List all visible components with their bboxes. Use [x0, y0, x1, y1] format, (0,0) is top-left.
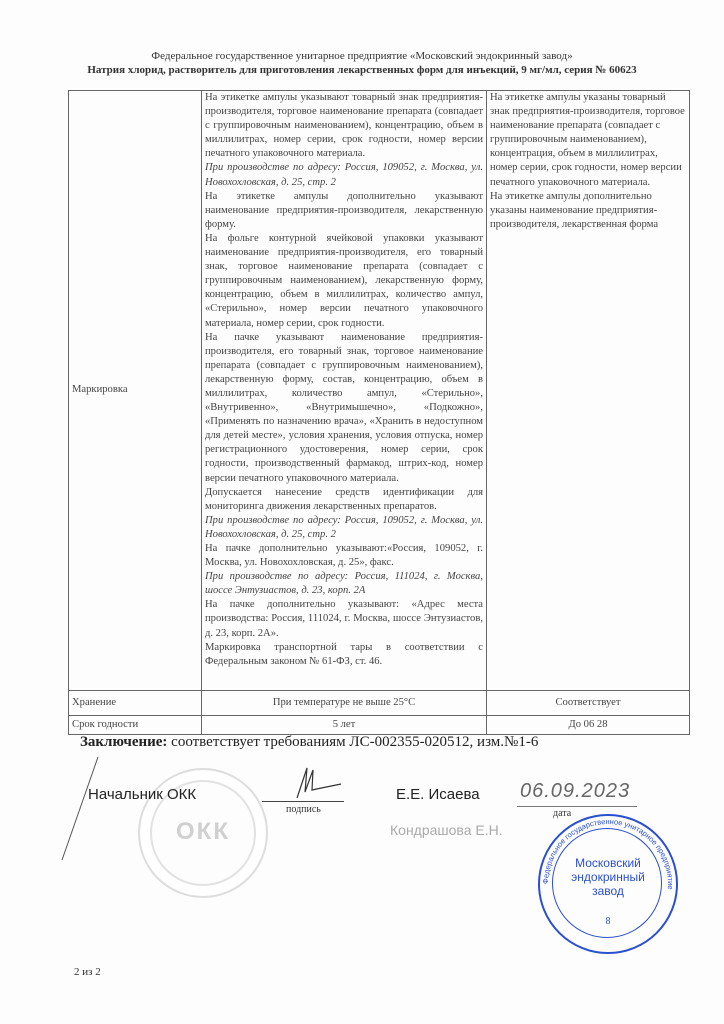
marking-label: Маркировка	[69, 91, 202, 691]
factory-stamp-number: 8	[605, 916, 611, 927]
result-paragraph: На этикетке ампулы указаны товарный знак предприятия-производителя, торговое наименование препарата (совпадает с группировочным наименованием), концентрация, объем в миллилитрах, номер серии, срок годности, номер версии печатного упаковочного материала.	[490, 92, 685, 188]
org-header: Федеральное государственное унитарное предприятие «Московский эндокринный завод»	[151, 50, 573, 62]
requirement-paragraph: На пачке дополнительно указывают: «Адрес места производства: Россия, 111024, г. Москва, шоссе Энтузиастов, д. 23, корп. 2А».	[205, 599, 483, 639]
signature-caption: подпись	[286, 804, 321, 815]
shelf-life-result: До 06 28	[487, 716, 690, 735]
address-note: При производстве по адресу: Россия, 111024, г. Москва, шоссе Энтузиастов, д. 23, корп. 2А	[205, 571, 483, 597]
table-row	[69, 691, 690, 716]
requirement-paragraph: На пачке указывают наименование предприятия-производителя, его товарный знак, торговое наименование препарата (совпадает с группировочным наименованием), лекарственную форму, состав, концентрацию, объем в миллилитрах, количество ампул, «Стерильно», «Внутривенно», «Внутримышечно», «Подкожно», «Применять по назначению врача», «Хранить в недоступном для детей месте», условия хранения, условия отпуска, номер регистрационного удостоверения, номер серии, срок годности, производственный фармакод, штрих-код, номер версии печатного упаковочного материала.	[205, 331, 483, 484]
requirement-paragraph: Допускается нанесение средств идентификации для мониторинга движения лекарственных препаратов.	[205, 486, 483, 512]
table-row	[69, 91, 690, 691]
okk-stamp-text: ОКК	[176, 818, 230, 845]
date-caption: дата	[553, 808, 572, 819]
position-title: Начальник ОКК	[88, 786, 197, 803]
page-number: 2 из 2	[74, 966, 101, 978]
address-note: При производстве по адресу: Россия, 109052, г. Москва, ул. Новохохловская, д. 25, стр. 2	[205, 514, 483, 540]
conclusion-text: соответствует требованиям ЛС-002355-020512, изм.№1-6	[171, 734, 539, 750]
requirement-paragraph: На этикетке ампулы дополнительно указывают наименование предприятия-производителя, лекарственную форму.	[205, 190, 483, 230]
signer-name: Е.Е. Исаева	[396, 786, 480, 803]
storage-result: Соответствует	[487, 691, 690, 716]
conclusion-label: Заключение:	[80, 734, 168, 750]
address-note: При производстве по адресу: Россия, 109052, г. Москва, ул. Новохохловская, д. 25, стр. 2	[205, 162, 483, 188]
handwritten-signature	[285, 762, 345, 802]
marking-result	[487, 91, 690, 691]
date-line	[517, 806, 637, 807]
svg-text:Федеральное государственное ун: Федеральное государственное унитарное предприятие	[540, 816, 676, 890]
shelf-life-label: Срок годности	[69, 716, 202, 735]
requirement-paragraph: Маркировка транспортной тары в соответствии с Федеральным законом № 61-ФЗ, ст. 46.	[205, 641, 483, 667]
product-header: Натрия хлорид, растворитель для приготовления лекарственных форм для инъекций, 9 мг/мл, серия № 60623	[87, 64, 637, 76]
requirement-paragraph: На этикетке ампулы указывают товарный знак предприятия-производителя, торговое наименование препарата (совпадает с группировочным наименованием), концентрацию, объем в миллилитрах, номер серии, срок годности, номер версии печатного упаковочного материала.	[205, 92, 483, 160]
factory-stamp-text: Московский эндокринный завод	[571, 856, 645, 898]
factory-stamp	[538, 814, 678, 954]
conclusion	[80, 734, 538, 751]
result-paragraph: На этикетке ампулы дополнительно указаны наименование предприятия-производителя, лекарственная форма	[490, 190, 659, 230]
shelf-life-requirement: 5 лет	[202, 716, 487, 735]
storage-label: Хранение	[69, 691, 202, 716]
specification-table	[68, 90, 690, 735]
margin-line	[60, 755, 100, 865]
signature-line	[262, 801, 344, 802]
faint-name: Кондрашова Е.Н.	[390, 822, 503, 838]
marking-requirement	[202, 91, 487, 691]
table-row	[69, 716, 690, 735]
requirement-paragraph: На фольге контурной ячейковой упаковки указывают наименование предприятия-производителя, его товарный знак, торговое наименование препарата (совпадает с группировочным наименованием), лекарственную форму, концентрацию, объем в миллилитрах, количество ампул, «Стерильно», номер версии печатного упаковочного материала, номер серии, срок годности.	[205, 232, 483, 329]
signature-date: 06.09.2023	[520, 780, 631, 802]
requirement-paragraph: На пачке дополнительно указывают:«Россия, 109052, г. Москва, ул. Новохохловская, д. 25», факс.	[205, 543, 483, 569]
storage-requirement: При температуре не выше 25°С	[202, 691, 487, 716]
